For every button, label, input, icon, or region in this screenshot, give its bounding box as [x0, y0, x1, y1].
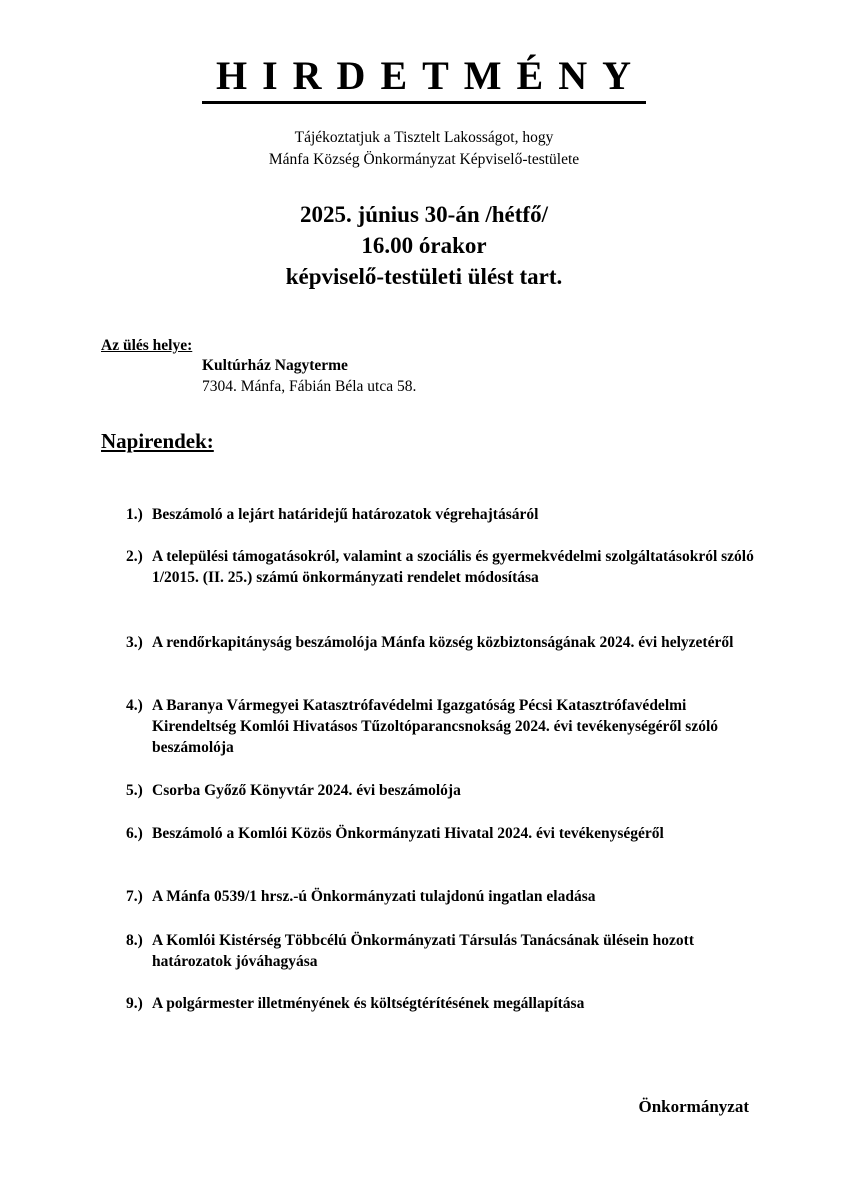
agenda-item: [126, 546, 766, 588]
agenda-item-number: 4.): [126, 697, 143, 714]
venue-name: Kultúrház Nagyterme: [202, 357, 348, 374]
agenda-item-number: 6.): [126, 825, 143, 842]
agenda-item-text: A Baranya Vármegyei Katasztrófavédelmi Igazgatóság Pécsi Katasztrófavédelmi Kirendeltség Komlói Hivatásos Tűzoltóparancsnokság 2024. évi tevékenységéről szóló beszámolója: [152, 697, 719, 756]
intro-line-2: Mánfa Község Önkormányzat Képviselő-testülete: [268, 151, 580, 168]
agenda-item-text: A települési támogatásokról, valamint a szociális és gyermekvédelmi szolgáltatásokról szóló 1/2015. (II. 25.) számú önkormányzati rendelet módosítása: [152, 548, 754, 586]
agenda-item-number: 2.): [126, 548, 143, 565]
venue-address: 7304. Mánfa, Fábián Béla utca 58.: [202, 378, 417, 395]
agenda-item-text: A Mánfa 0539/1 hrsz.-ú Önkormányzati tulajdonú ingatlan eladása: [152, 888, 596, 905]
intro-line-1: Tájékoztatjuk a Tisztelt Lakosságot, hogy: [294, 129, 554, 146]
agenda-item-number: 5.): [126, 782, 143, 799]
agenda-item: [126, 886, 766, 907]
agenda-item-number: 7.): [126, 888, 143, 905]
agenda-item: [126, 504, 766, 525]
agenda-item: [126, 632, 766, 653]
agenda-item-text: A rendőrkapitányság beszámolója Mánfa község közbiztonságának 2024. évi helyzetéről: [152, 634, 734, 651]
agenda-item-number: 8.): [126, 932, 143, 949]
agenda-item-number: 9.): [126, 995, 143, 1012]
agenda-item-text: Csorba Győző Könyvtár 2024. évi beszámolója: [152, 782, 461, 799]
agenda-item: [126, 695, 766, 758]
venue-label: Az ülés helye:: [101, 337, 193, 354]
agenda-item-text: Beszámoló a lejárt határidejű határozatok végrehajtásáról: [152, 506, 539, 523]
meeting-date: 2025. június 30-án /hétfő/: [300, 202, 548, 227]
intro-text: [0, 127, 848, 171]
signature: Önkormányzat: [638, 1097, 749, 1116]
agenda-item-text: A Komlói Kistérség Többcélú Önkormányzati Társulás Tanácsának ülésein hozott határozatok jóváhagyása: [152, 932, 694, 970]
agenda-item: [126, 930, 766, 972]
agenda-item: [126, 993, 766, 1014]
agenda-item-text: Beszámoló a Komlói Közös Önkormányzati Hivatal 2024. évi tevékenységéről: [152, 825, 664, 842]
agenda-item: [126, 823, 766, 844]
document-title: HIRDETMÉNY: [0, 52, 848, 104]
meeting-info: [0, 199, 848, 292]
agenda-heading: Napirendek:: [101, 429, 214, 453]
agenda-item-text: A polgármester illetményének és költségtérítésének megállapítása: [152, 995, 585, 1012]
agenda-item-number: 3.): [126, 634, 143, 651]
meeting-time: 16.00 órakor: [361, 233, 487, 258]
meeting-event: képviselő-testületi ülést tart.: [285, 264, 563, 289]
agenda-item-number: 1.): [126, 506, 143, 523]
agenda-item: [126, 780, 766, 801]
